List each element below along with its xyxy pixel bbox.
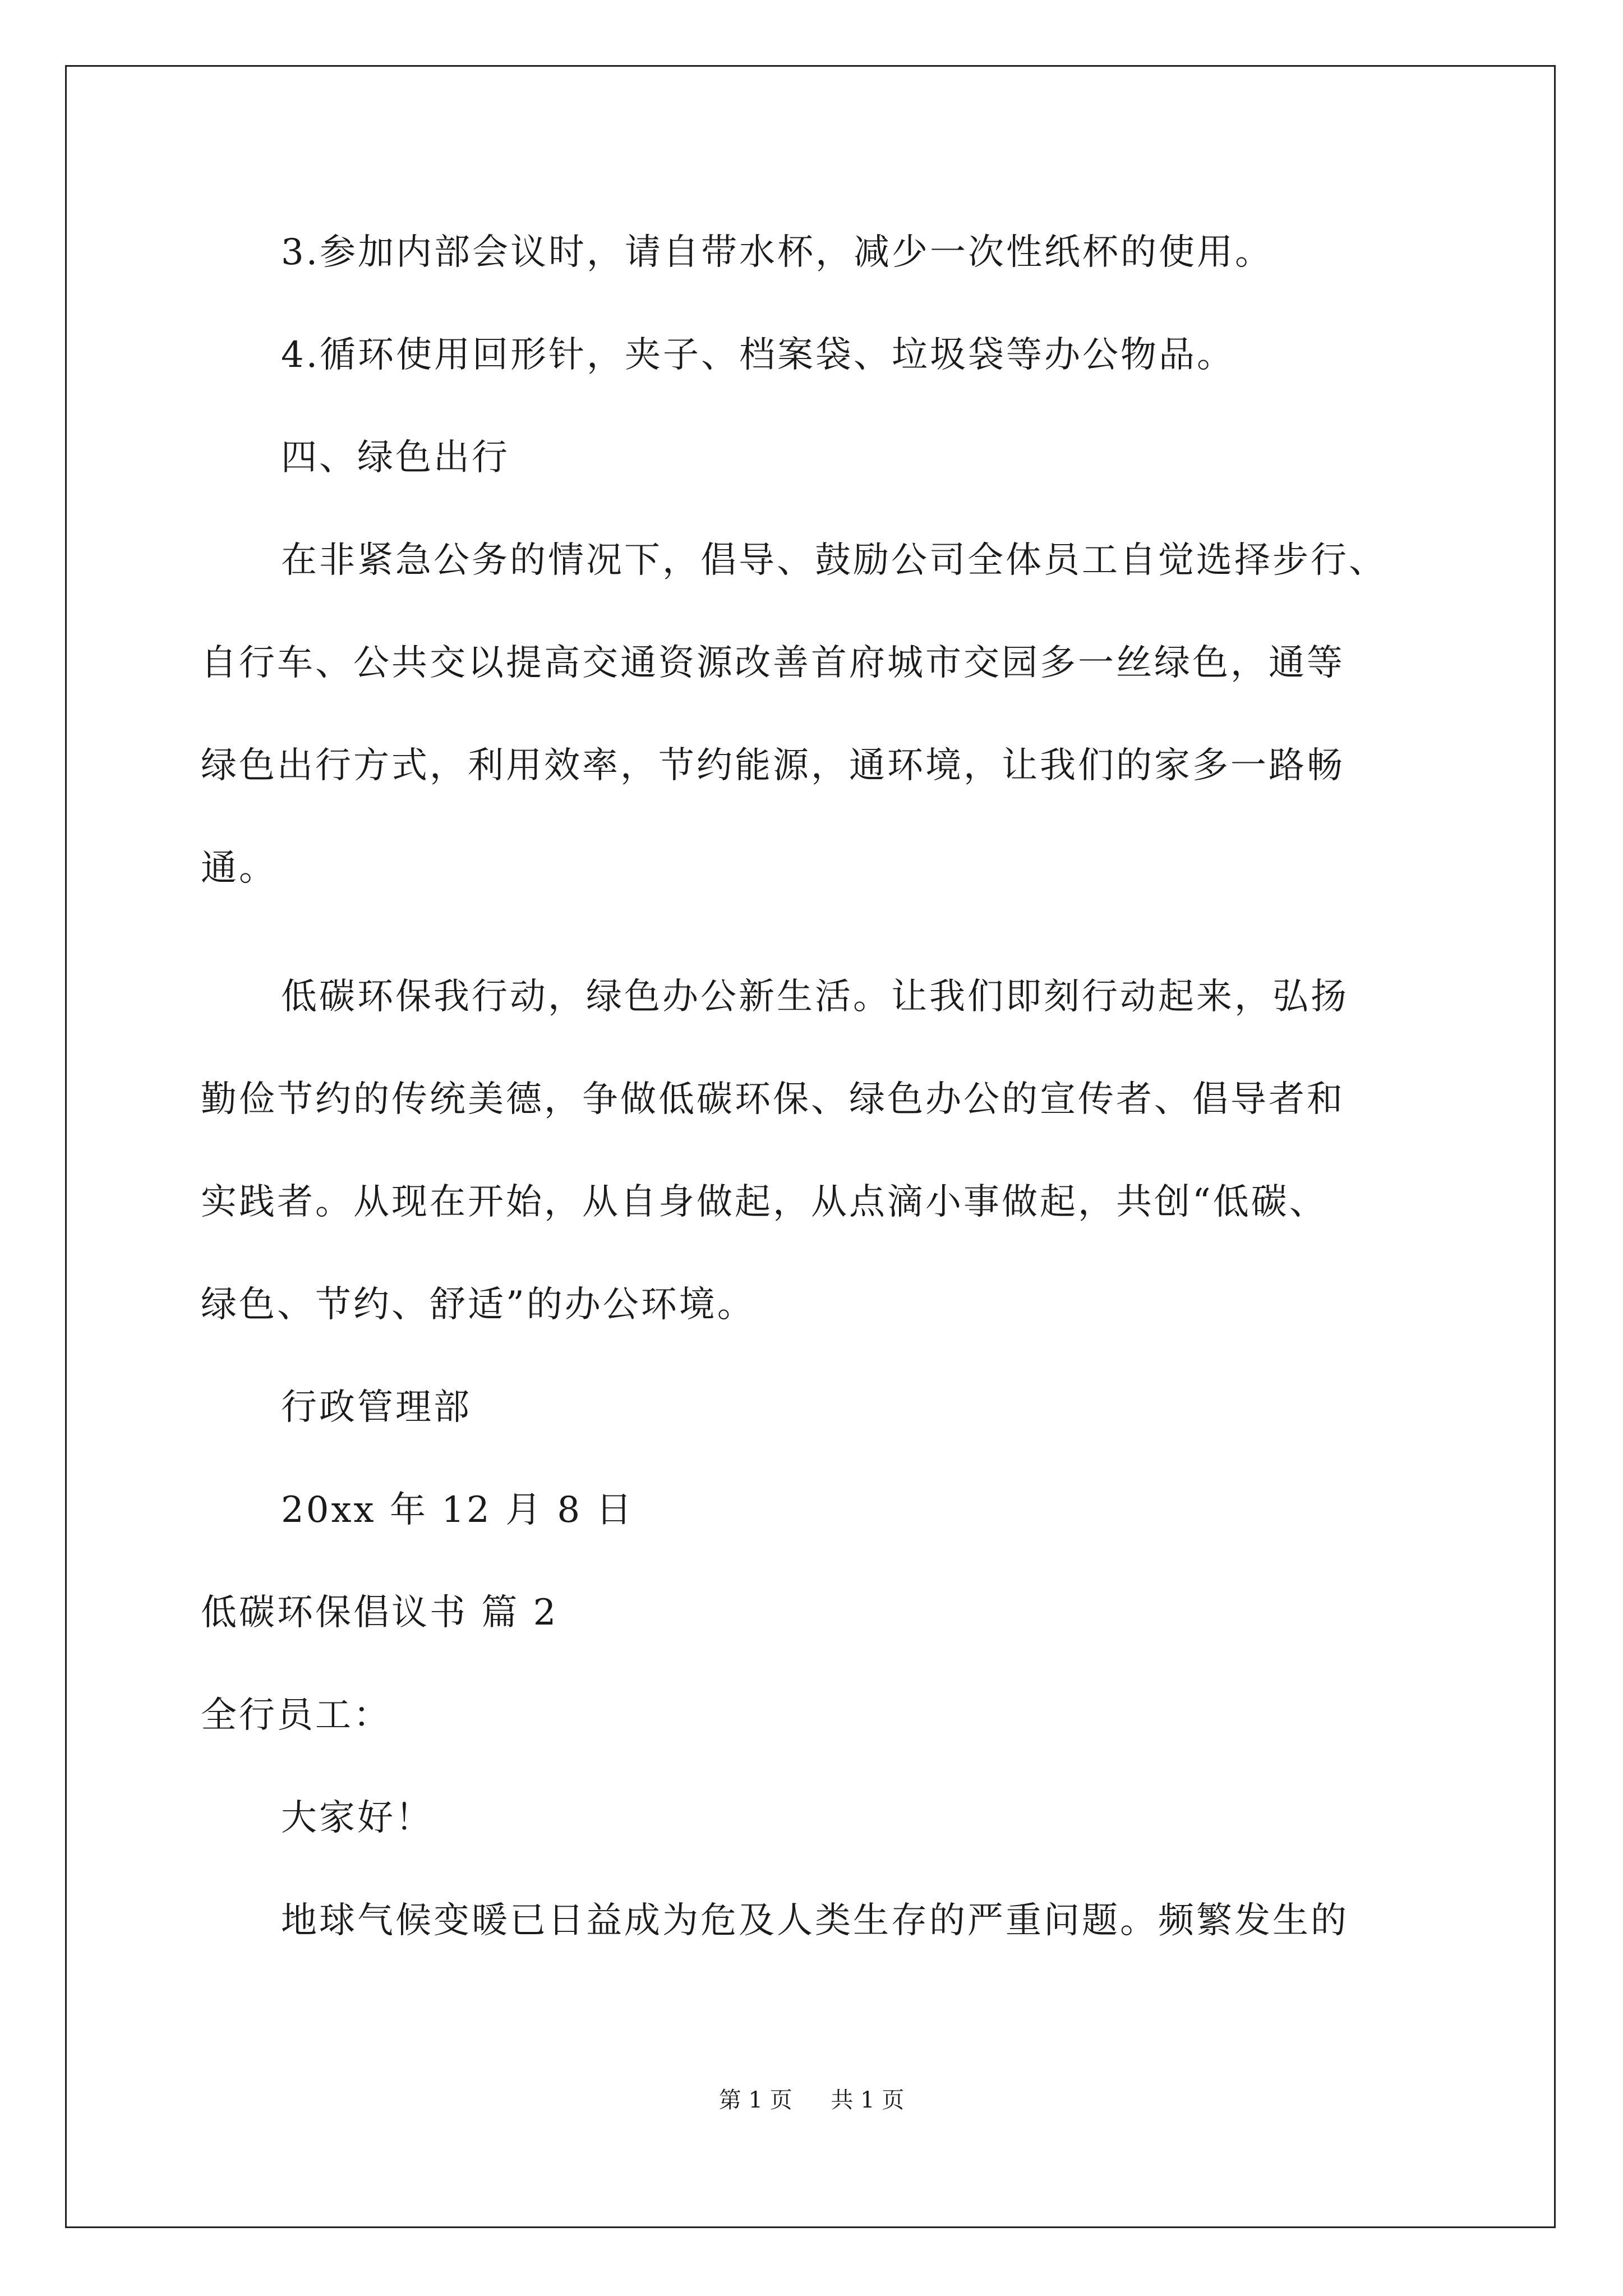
page-number-total: 共 1 页 [831, 2087, 905, 2113]
paragraph-line: 地球气候变暖已日益成为危及人类生存的严重问题。频繁发生的 [281, 1900, 1349, 1941]
page-footer [0, 2085, 1623, 2116]
paragraph-line: 绿色、节约、舒适”的办公环境。 [201, 1284, 755, 1326]
section-heading: 四、绿色出行 [281, 437, 510, 478]
salutation: 全行员工： [201, 1695, 391, 1736]
page-number-current: 第 1 页 [718, 2087, 792, 2113]
paragraph-line: 低碳环保我行动，绿色办公新生活。让我们即刻行动起来，弘扬 [281, 976, 1349, 1018]
paragraph-line: 3.参加内部会议时，请自带水杯，减少一次性纸杯的使用。 [281, 232, 1274, 273]
paragraph-line: 绿色出行方式，利用效率，节约能源，通环境，让我们的家多一路畅 [201, 745, 1345, 786]
paragraph-line: 实践者。从现在开始，从自身做起，从点滴小事做起，共创“低碳、 [201, 1181, 1327, 1223]
signature-date: 20xx 年 12 月 8 日 [281, 1489, 634, 1531]
greeting: 大家好！ [281, 1797, 434, 1839]
signature-department: 行政管理部 [281, 1387, 472, 1428]
paragraph-line: 4.循环使用回形针，夹子、档案袋、垃圾袋等办公物品。 [281, 334, 1235, 376]
paragraph-line: 在非紧急公务的情况下，倡导、鼓励公司全体员工自觉选择步行、 [281, 540, 1387, 581]
paragraph-line: 通。 [201, 848, 277, 889]
paragraph-line: 自行车、公共交以提高交通资源改善首府城市交园多一丝绿色，通等 [201, 642, 1345, 684]
section-title: 低碳环保倡议书 篇 2 [201, 1592, 559, 1634]
paragraph-line: 勤俭节约的传统美德，争做低碳环保、绿色办公的宣传者、倡导者和 [201, 1079, 1345, 1120]
